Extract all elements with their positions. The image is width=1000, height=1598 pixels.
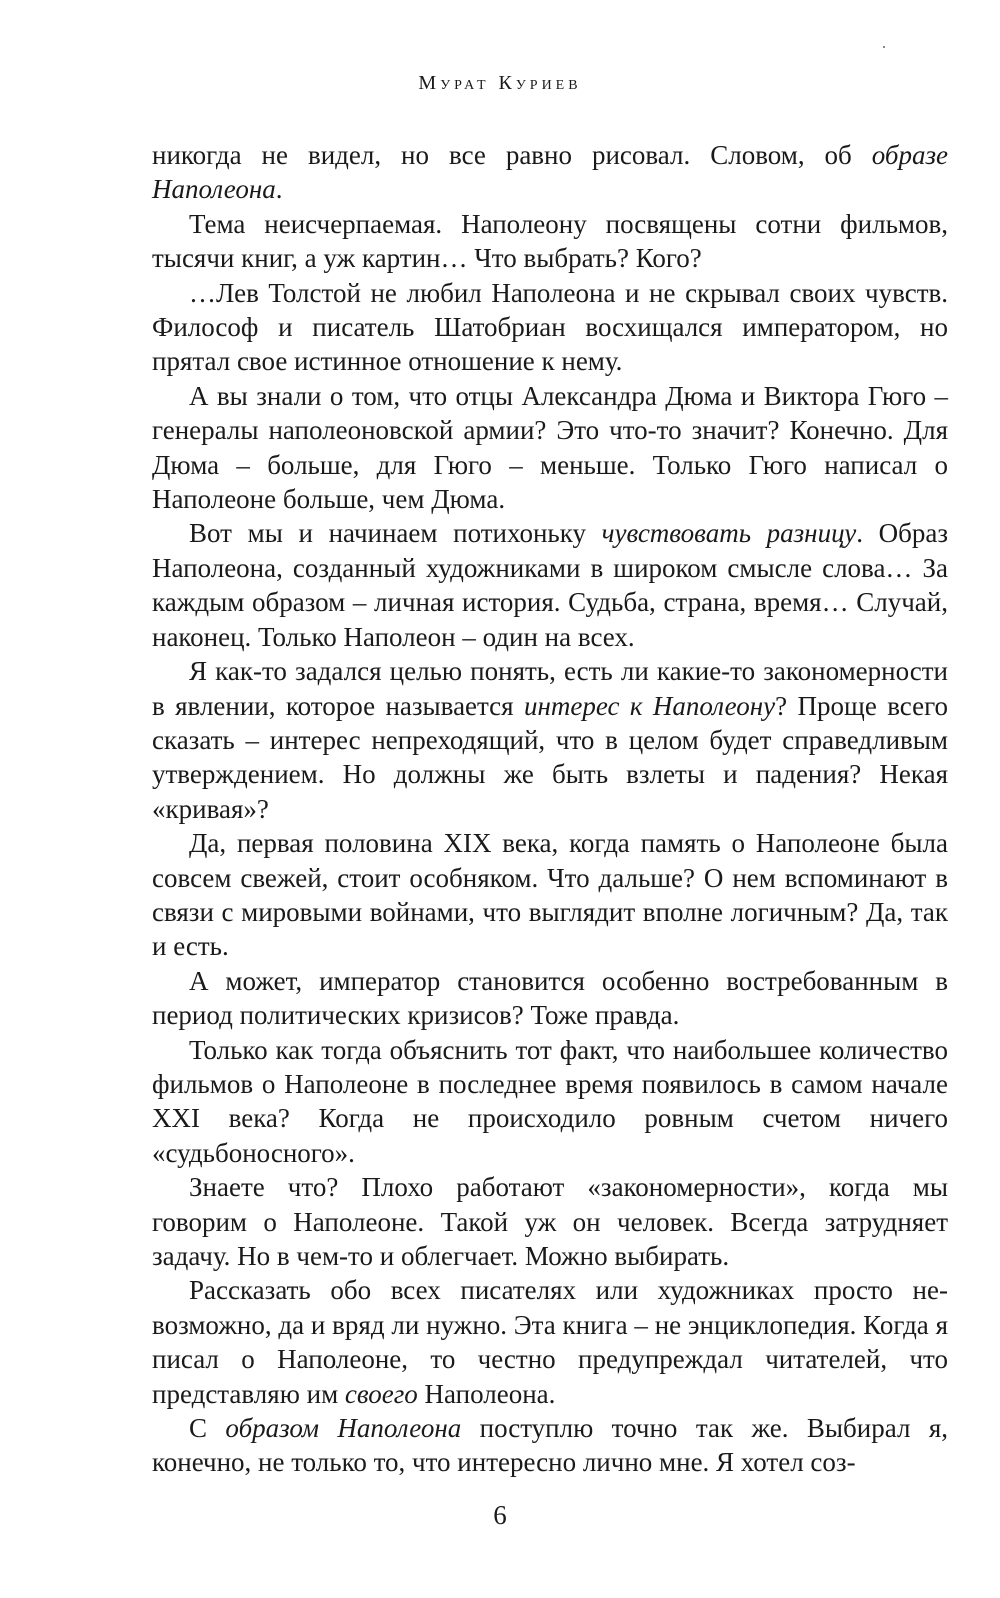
paragraph	[152, 276, 948, 379]
paragraph	[152, 1273, 948, 1411]
text-segment: А вы знали о том, что отцы Александра Дюма и Виктора Гюго – генералы наполеоновской армии? Это что-то значит? Конечно. Для Дюма – больше, для Гюго – меньше. Только Гюго написал о Наполеоне больше, чем Дюма.	[152, 380, 948, 515]
page-number: 6	[493, 1500, 507, 1530]
paragraph	[152, 379, 948, 517]
paragraph	[152, 1411, 948, 1480]
text-segment: С	[189, 1413, 226, 1444]
italic-phrase: образе Наполеона	[152, 140, 948, 205]
paragraph	[152, 207, 948, 276]
text-segment: поступлю точно так же. Выбирал я, конечно, не только то, что интересно лично мне. Я хотел соз-	[152, 1413, 948, 1478]
text-segment: . Образ Наполеона, созданный художниками в широком смысле слова… За каждым образом – личная история. Судьба, страна, время… Случай, наконец. Только Наполеон – один на всех.	[152, 518, 948, 652]
italic-phrase: интерес к Наполеону	[523, 690, 776, 721]
italic-phrase: чувствовать разницу	[601, 518, 857, 549]
italic-phrase: образом Наполеона	[225, 1413, 462, 1444]
text-segment: Знаете что? Плохо работают «закономерности», когда мы говорим о Наполеоне. Такой уж он человек. Всегда затрудняет задачу. Но в чем-то и облегчает. Можно выбирать.	[152, 1172, 948, 1271]
text-segment: Только как тогда объяснить тот факт, что наибольшее количество фильмов о Наполеоне в последнее время появилось в самом начале XXI века? Когда не происходило ровным счетом ничего «судьбоносного».	[152, 1034, 948, 1168]
text-segment: Да, первая половина XIX века, когда память о Наполеоне была совсем свежей, стоит особняком. Что дальше? О нем вспоминают в связи с мировыми войнами, что выглядит вполне логичным? Да, так и есть.	[152, 828, 948, 962]
text-segment: .	[275, 174, 283, 205]
text-segment: Вот мы и начинаем потихоньку	[189, 518, 602, 549]
text-segment: А может, император становится особенно востребованным в период политических кризисов? Тоже правда.	[152, 965, 948, 1031]
text-segment: Рассказать обо всех писателях или художниках просто невозможно, да и вряд ли нужно. Эта книга – не энциклопедия. Когда я писал о Наполеоне, то честно предупреждал читателей, что представляю им	[152, 1275, 948, 1409]
paragraph	[152, 964, 948, 1033]
paragraph	[152, 1170, 948, 1273]
paragraph	[152, 1033, 948, 1171]
text-segment: …Лев Толстой не любил Наполеона и не скрывал своих чувств. Философ и писатель Шатобриан восхищался императором, но прятал свое истинное отношение к нему.	[152, 277, 948, 377]
text-segment: Тема неисчерпаемая. Наполеону посвящены сотни фильмов, тысячи книг, а уж картин… Что выбрать? Кого?	[152, 208, 948, 274]
scan-speck	[883, 46, 885, 48]
paragraph	[152, 516, 948, 654]
text-segment: Наполеона.	[417, 1378, 556, 1409]
paragraph	[152, 826, 948, 964]
italic-phrase: своего	[344, 1378, 418, 1409]
running-head: Мурат Куриев	[418, 72, 582, 94]
text-segment: никогда не видел, но все равно рисовал. Словом, об	[152, 140, 872, 170]
paragraph	[152, 654, 948, 826]
body-text	[152, 138, 948, 1480]
text-segment: Я как-то задался целью понять, есть ли какие-то закономерности в явлении, которое называется	[152, 656, 948, 721]
paragraph	[152, 138, 948, 207]
text-segment: ? Проще всего сказать – интерес непреходящий, что в целом будет справедливым утверждением. Но должны же быть взлеты и падения? Некая «кривая»?	[152, 690, 948, 824]
